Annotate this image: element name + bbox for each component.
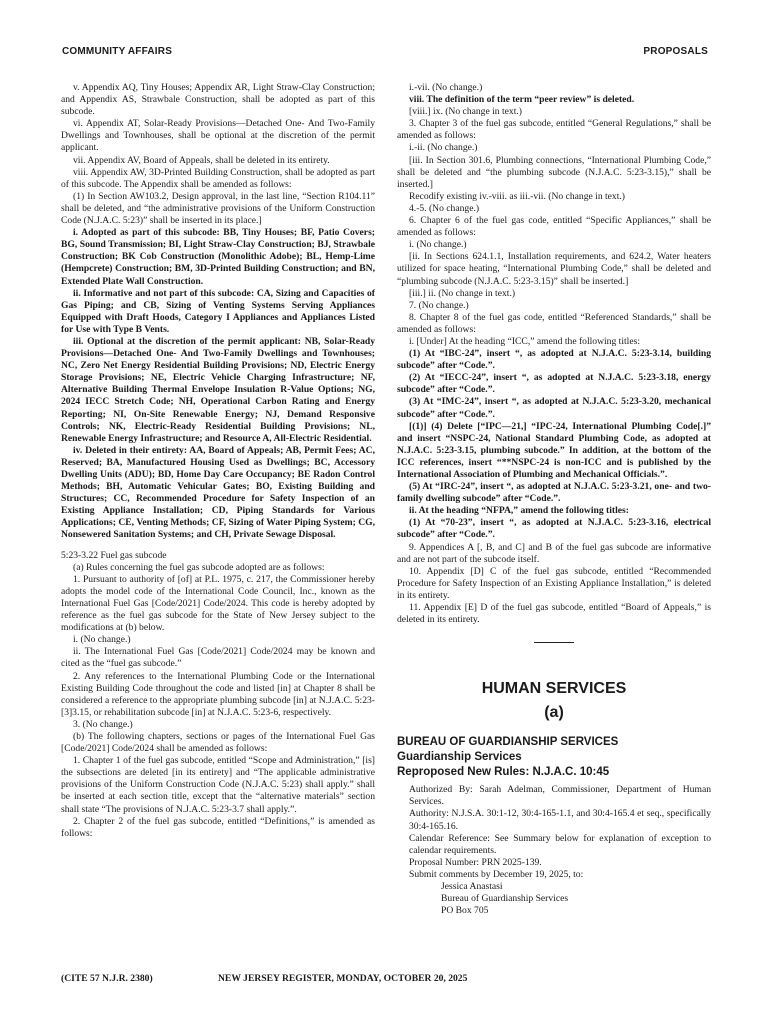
paragraph: 2. Any references to the International Plumbing Code or the International Existing Building Code throughout the code and listed [in] at Chapter 8 shall be considered a reference to the appropriate plumbing subcode [in] at N.J.A.C. 5:23-[3]3.15, or rehabilitation subcode [in] at N.J.A.C. 5:23-6, respectively. — [61, 670, 375, 718]
paragraph: 9. Appendices A [, B, and C] and B of the fuel gas subcode are informative and are not part of the subcode itself. — [397, 541, 711, 565]
proposal-number: Proposal Number: PRN 2025-139. — [409, 856, 542, 868]
paragraph: ii. The International Fuel Gas [Code/2021] Code/2024 may be known and cited as the “fuel gas subcode.” — [61, 646, 375, 670]
paragraph: [viii.] ix. (No change in text.) — [409, 106, 522, 118]
paragraph: ii. At the heading “NFPA,” amend the following titles: — [409, 505, 629, 517]
paragraph: iv. Deleted in their entirety: AA, Board of Appeals; AB, Permit Fees; AC, Reserved; BA, Manufactured Housing Used as Dwellings; BC, Accessory Dwelling Units (ADU); BD, Home Day Care Occupancy; BE Radon Control Methods; BH, Automatic Vehicular Gates; BO, Existing Building and Structures; CC, Recommended Procedure for Safety Inspection of an Existing Appliance Installation; CD, Piping Standards for Various Applications; CE, Venting Methods; CF, Sizing of Water Piping System; CG, Nonsewered Sanitation Systems; and CH, Private Sewage Disposal. — [61, 444, 375, 541]
running-header-left: COMMUNITY AFFAIRS — [62, 46, 173, 57]
department-heading: HUMAN SERVICES — [481, 680, 627, 698]
authority: Authority: N.J.S.A. 30:1-12, 30:4-165-1.1, and 30:4-165.4 et seq., specifically 30:4-165.16. — [409, 808, 711, 832]
paragraph: 7. (No change.) — [409, 299, 469, 311]
paragraph: [iii. In Section 301.6, Plumbing connections, “International Plumbing Code,” shall be deleted and “the plumbing subcode (N.J.A.C. 5:23-3.15),” shall be inserted.] — [397, 154, 711, 190]
paragraph: ii. Informative and not part of this subcode: CA, Sizing and Capacities of Gas Piping; and CB, Sizing of Venting Systems Serving Appliances Equipped with Draft Hoods, Category I Appliances and Appliances Listed for Use with Type B Vents. — [61, 287, 375, 335]
paragraph: i. [Under] At the heading “ICC,” amend the following titles: — [409, 335, 640, 347]
address-line: Jessica Anastasi — [441, 880, 503, 892]
paragraph: vi. Appendix AT, Solar-Ready Provisions—Detached One- And Two-Family Dwellings and Townhouses, shall be optional at the discretion of the permit applicant. — [61, 118, 375, 154]
paragraph: 1. Pursuant to authority of [of] at P.L. 1975, c. 217, the Commissioner hereby adopts the model code of the International Code Council, Inc., known as the International Fuel Gas [Code/2021] Code/2024. This code is hereby adopted by reference as the fuel gas subcode for the State of New Jersey subject to the modifications at (b) below. — [61, 573, 375, 634]
paragraph: 10. Appendix [D] C of the fuel gas subcode, entitled “Recommended Procedure for Safety Inspection of an Existing Appliance Installation,” is deleted in its entirety. — [397, 565, 711, 601]
paragraph: [iii.] ii. (No change in text.) — [409, 287, 516, 299]
calendar-reference: Calendar Reference: See Summary below for explanation of exception to calendar requirements. — [409, 832, 711, 856]
subsection-letter: (a) — [544, 704, 564, 722]
paragraph: [(1)] (4) Delete [“IPC—21,] “IPC-24, International Plumbing Code[.]” and insert “NSPC-24, National Standard Plumbing Code, as adopted at N.J.A.C. 5:23-3.15, plumbing subcode.” In addition, at the bottom of the ICC references, insert “**NSPC-24 is non-ICC and is published by the International Association of Plumbing and Mechanical Officials.”. — [397, 420, 711, 480]
paragraph: 1. Chapter 1 of the fuel gas subcode, entitled “Scope and Administration,” [is] the subsections are deleted [in its entirety] and “The applicable administrative provisions of the Uniform Construction Code (N.J.A.C. 5:23) shall apply.” shall be inserted at each section title, except that the “alternative materials” section shall state “The provisions of N.J.A.C. 5:23-3.7 shall apply.”. — [61, 755, 375, 815]
paragraph: 4.-5. (No change.) — [409, 202, 480, 214]
submit-comments: Submit comments by December 19, 2025, to: — [409, 868, 584, 880]
footer-register: NEW JERSEY REGISTER, MONDAY, OCTOBER 20, 2025 — [218, 973, 468, 984]
paragraph: (1) At “IBC-24”, insert “, as adopted at N.J.A.C. 5:23-3.14, building subcode” after “Code.”. — [397, 348, 711, 372]
address-line: Bureau of Guardianship Services — [441, 893, 569, 905]
paragraph: 3. (No change.) — [73, 718, 133, 730]
running-header-right: PROPOSALS — [643, 46, 708, 57]
paragraph: i. (No change.) — [409, 239, 467, 251]
paragraph: v. Appendix AQ, Tiny Houses; Appendix AR, Light Straw-Clay Construction; and Appendix AS, Strawbale Construction, shall be adopted as part of this subcode. — [61, 82, 375, 118]
paragraph: i. Adopted as part of this subcode: BB, Tiny Houses; BF, Patio Covers; BG, Sound Transmission; BI, Light Straw-Clay Construction; BJ, Strawbale Construction; BK Cob Construction (Monolithic Adobe); BL, Hemp-Lime (Hempcrete) Construction; BM, 3D-Printed Building Construction; and BN, Extended Plate Wall Construction. — [61, 227, 375, 287]
paragraph: (1) In Section AW103.2, Design approval, in the last line, “Section R104.11” shall be deleted, and “the administrative provisions of the Uniform Construction Code (N.J.A.C. 5:23)” shall be inserted in its place.] — [61, 190, 375, 227]
bureau-heading: BUREAU OF GUARDIANSHIP SERVICES — [397, 736, 619, 749]
paragraph: (2) At “IECC-24”, insert “, as adopted at N.J.A.C. 5:23-3.18, energy subcode” after “Code.”. — [397, 372, 711, 396]
paragraph: iii. Optional at the discretion of the permit applicant: NB, Solar-Ready Provisions—Detached One- And Two-Family Dwellings and Townhouses; NC, Zero Net Energy Residential Building Provisions; ND, Electric Energy Storage Provisions; NE, Electric Vehicle Charging Infrastructure; NF, Alternative Building Thermal Envelope Insulation R-Value Options; NG, 2024 IECC Stretch Code; NH, Operational Carbon Rating and Energy Reporting; NI, On-Site Renewable Energy; NJ, Demand Responsive Controls; NK, Electric-Ready Residential Building Provisions; NL, Renewable Energy Infrastructure; and Resource A, All-Electric Residential. — [61, 335, 375, 444]
paragraph: (5) At “IRC-24”, insert “, as adopted at N.J.A.C. 5:23-3.21, one- and two-family dwelling subcode” after “Code.”. — [397, 481, 711, 505]
authorized-by: Authorized By: Sarah Adelman, Commissioner, Department of Human Services. — [409, 784, 711, 808]
paragraph: i.-ii. (No change.) — [409, 142, 478, 154]
paragraph: (b) The following chapters, sections or pages of the International Fuel Gas [Code/2021] Code/2024 shall be amended as follows: — [61, 730, 375, 755]
paragraph: 3. Chapter 3 of the fuel gas subcode, entitled “General Regulations,” shall be amended as follows: — [397, 118, 711, 142]
paragraph: (3) At “IMC-24”, insert “, as adopted at N.J.A.C. 5:23-3.20, mechanical subcode” after “Code.”. — [397, 396, 711, 420]
address-line: PO Box 705 — [441, 905, 489, 917]
footer-citation: (CITE 57 N.J.R. 2380) — [61, 973, 153, 984]
paragraph: vii. Appendix AV, Board of Appeals, shall be deleted in its entirety. — [73, 154, 330, 166]
section-heading: 5:23-3.22 Fuel gas subcode — [61, 549, 167, 561]
rule-heading: Reproposed New Rules: N.J.A.C. 10:45 — [397, 766, 610, 779]
left-column — [61, 82, 375, 840]
paragraph: i. (No change.) — [73, 634, 131, 646]
paragraph: 11. Appendix [E] D of the fuel gas subcode, entitled “Board of Appeals,” is deleted in its entirety. — [397, 602, 711, 626]
paragraph: i.-vii. (No change.) — [409, 82, 483, 93]
paragraph: viii. The definition of the term “peer review” is deleted. — [409, 94, 635, 106]
section-divider — [534, 642, 574, 643]
paragraph: [ii. In Sections 624.1.1, Installation requirements, and 624.2, Water heaters utilized for space heating, “International Plumbing Code,” shall be deleted and “plumbing subcode (N.J.A.C. 5:23-3.15)” shall be inserted.] — [397, 251, 711, 287]
paragraph: Recodify existing iv.-viii. as iii.-vii. (No change in text.) — [409, 190, 625, 202]
paragraph: 8. Chapter 8 of the fuel gas code, entitled “Referenced Standards,” shall be amended as follows: — [397, 311, 711, 335]
right-column — [397, 82, 711, 917]
topic-heading: Guardianship Services — [397, 751, 522, 764]
paragraph: viii. Appendix AW, 3D-Printed Building Construction, shall be adopted as part of this subcode. The Appendix shall be amended as follows: — [61, 166, 375, 190]
paragraph: (a) Rules concerning the fuel gas subcode adopted are as follows: — [73, 561, 325, 573]
paragraph: 6. Chapter 6 of the fuel gas code, entitled “Specific Appliances,” shall be amended as follows: — [397, 215, 711, 239]
paragraph: 2. Chapter 2 of the fuel gas subcode, entitled “Definitions,” is amended as follows: — [61, 815, 375, 839]
paragraph: (1) At “70-23”, insert “, as adopted at N.J.A.C. 5:23-3.16, electrical subcode” after “Code.”. — [397, 517, 711, 541]
